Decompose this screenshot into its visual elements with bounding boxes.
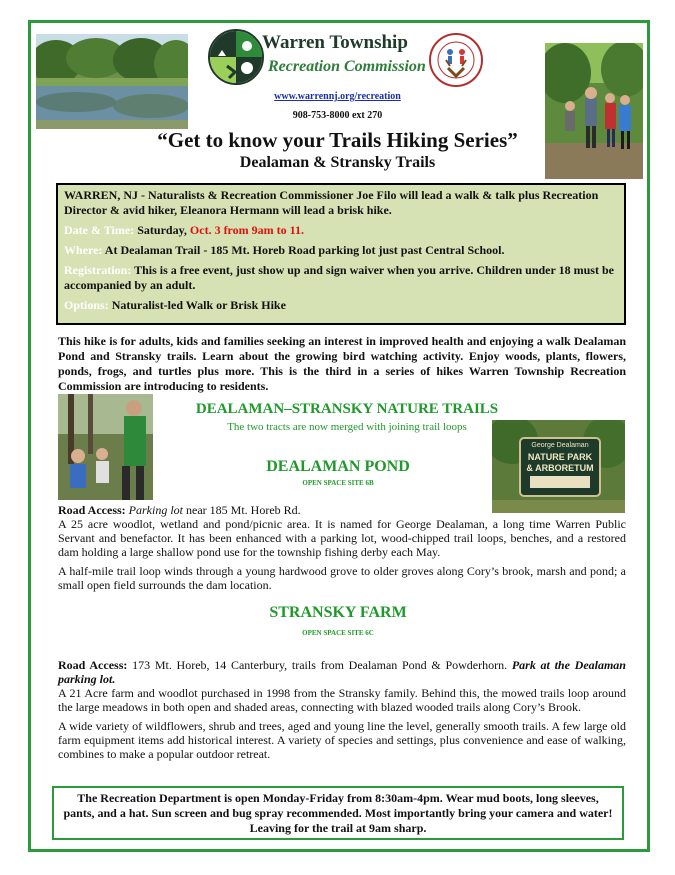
page-subtitle: Dealaman & Stransky Trails [239,154,436,171]
date-day: Saturday, [137,223,187,237]
stransky-access-italic: Park at the Dealaman parking lot. [58,658,626,686]
dealaman-road-access [58,503,626,517]
phone-number: 908-753-8000 ext 270 [292,110,383,121]
dealaman-heading: DEALAMAN POND [266,458,410,475]
stransky-paragraph-2: A wide variety of wildflowers, shrub and trees, aged and young line the level, generally smooth trails. A few large old farm equipment items add historical interest. A variety of species and settings, plus convenience and ease of walking, combines to make a popular outdoor retreat. [58,719,626,761]
stransky-site-label: OPEN SPACE SITE 6C [302,629,374,637]
page-title: “Get to know your Trails Hiking Series” [157,128,518,152]
registration-value: This is a free event, just show up and sign waiver when you arrive. Children under 18 must be accompanied by an adult. [64,263,614,292]
event-date [64,223,618,238]
date-label: Date & Time: [64,223,135,237]
footer-note-box: The Recreation Department is open Monday-Friday from 8:30am-4pm. Wear mud boots, long sleeves, pants, and a hat. Sun screen and bug spray recommended. Most importantly bring your camera and water! Leaving for the trail at 9am sharp. [52,786,624,840]
park-sign-photo [492,420,625,513]
stransky-access-rest: 173 Mt. Horeb, 14 Canterbury, trails from Dealaman Pond & Powderhorn. [127,658,508,672]
dealaman-section [58,503,626,597]
where-value: At Dealaman Trail - 185 Mt. Horeb Road parking lot just past Central School. [104,243,505,257]
nature-trails-subheading: The two tracts are now merged with joining trail loops [227,421,467,433]
event-registration [64,263,618,293]
stransky-section [58,658,626,766]
registration-label: Registration: [64,263,132,277]
dealaman-access-rest: near 185 Mt. Horeb Rd. [183,503,301,517]
event-options [64,298,618,313]
website-link[interactable]: www.warrennj.org/recreation [274,91,401,102]
dealaman-access-label: Road Access: [58,503,126,517]
date-value: Oct. 3 from 9am to 11. [189,223,304,237]
naturalist-photo [58,394,153,500]
intro-paragraph: This hike is for adults, kids and families seeking an interest in improved health and enjoying a walk Dealaman Pond and Stransky trails. Learn about the growing bird watching activity. Enjoy woods, plants, flowers, ponds, frogs, and turtles plus more. This is the third in a series of hikes Warren Township Recreation Commission are introducing to residents. [58,334,626,393]
org-name: Warren Township [262,32,408,53]
dealaman-paragraph-2: A half-mile trail loop winds through a young hardwood grove to older groves along Cory’s brook, marsh and pond; a small open field surrounds the dam location. [58,564,626,592]
sign-line-3: & ARBORETUM [526,463,594,473]
sign-line-2: NATURE PARK [527,452,593,462]
stransky-heading: STRANSKY FARM [269,604,407,621]
event-where [64,243,618,258]
event-lead: WARREN, NJ - Naturalists & Recreation Commissioner Joe Filo will lead a walk & talk plus Recreation Director & avid hiker, Eleanora Hermann will lead a brisk hike. [64,188,599,217]
options-value: Naturalist-led Walk or Brisk Hike [111,298,286,312]
options-label: Options: [64,298,109,312]
nature-trails-heading: DEALAMAN–STRANSKY NATURE TRAILS [195,401,499,417]
dealaman-site-label: OPEN SPACE SITE 6B [302,479,374,487]
org-subtitle: Recreation Commission [268,58,426,75]
recreation-logo-icon [207,28,265,86]
stransky-access-label: Road Access: [58,658,128,672]
stransky-paragraph-1: A 21 Acre farm and woodlot purchased in 1998 from the Stransky family. Behind this, the mowed trails loop around the large meadows in both open and shaded areas, connecting with blazed wooded trails along Cory’s Brook. [58,686,626,714]
dealaman-access-italic: Parking lot [128,503,183,517]
township-seal-icon [428,32,484,88]
event-info-box [56,183,626,325]
where-label: Where: [64,243,103,257]
dealaman-paragraph-1: A 25 acre woodlot, wetland and pond/picnic area. It is named for George Dealaman, a long time Warren Public Servant and benefactor. It has been enhanced with a parking lot, wood-chipped trail loops, benches, and a restored dam holding a large shallow pond use for the township fishing derby each May. [58,517,626,559]
stransky-road-access [58,658,626,686]
sign-line-1: George Dealaman [531,442,589,449]
